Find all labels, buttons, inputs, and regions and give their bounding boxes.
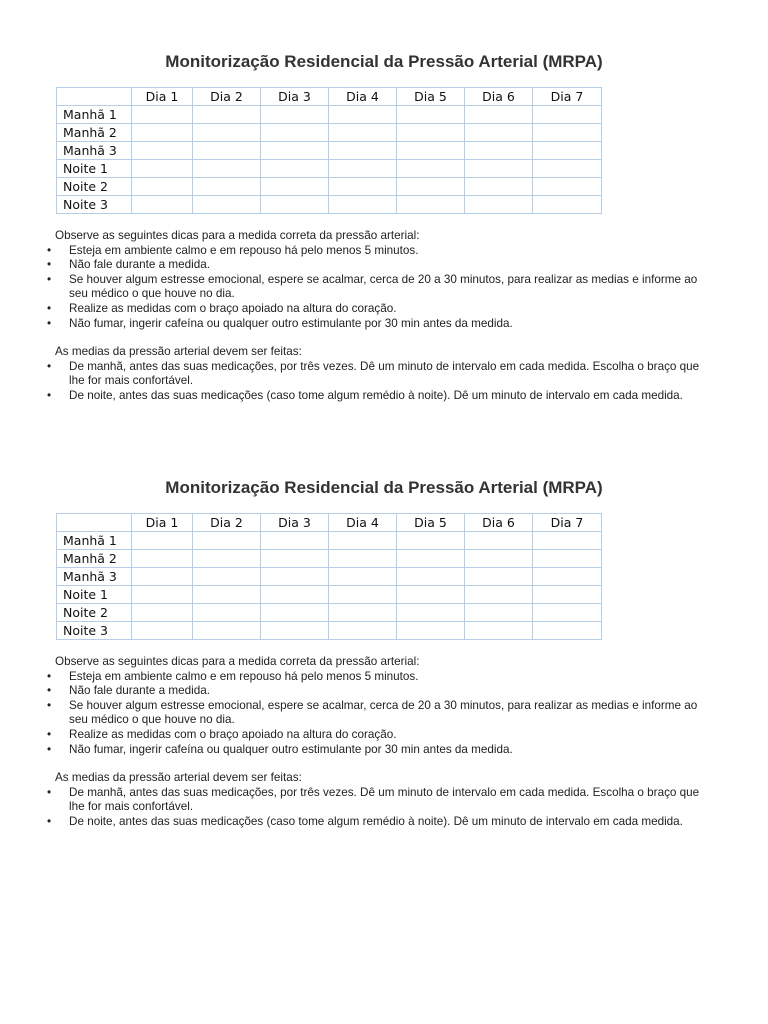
bullet-icon: • (47, 243, 52, 257)
row-label: Noite 1 (57, 586, 132, 604)
measures-list (0, 786, 768, 830)
row-label: Manhã 2 (57, 124, 132, 142)
table-row (57, 196, 602, 214)
entry-cell[interactable] (261, 568, 329, 586)
entry-cell[interactable] (329, 568, 397, 586)
bp-log-table (56, 513, 602, 640)
tips-intro: Observe as seguintes dicas para a medida correta da pressão arterial: (55, 655, 420, 668)
table-row (57, 586, 602, 604)
list-item (0, 699, 768, 728)
list-item (0, 317, 768, 332)
bullet-icon: • (47, 684, 52, 698)
measure-intro: As medias da pressão arterial devem ser feitas: (55, 345, 302, 359)
bullet-icon: • (47, 388, 52, 402)
entry-cell[interactable] (329, 586, 397, 604)
entry-cell[interactable] (261, 532, 329, 550)
table-row (57, 532, 602, 550)
entry-cell[interactable] (533, 586, 602, 604)
entry-cell[interactable] (193, 550, 261, 568)
instructions (0, 655, 768, 830)
corner-cell (57, 514, 132, 532)
column-header-day-4: Dia 4 (329, 88, 397, 106)
tip-text: Realize as medidas com o braço apoiado na altura do coração. (69, 301, 397, 315)
bullet-icon: • (47, 742, 52, 756)
list-item (0, 684, 768, 699)
entry-cell[interactable] (193, 622, 261, 640)
entry-cell[interactable] (132, 604, 193, 622)
measures-list (0, 360, 768, 404)
tip-text: Não fale durante a medida. (69, 258, 210, 272)
measure-intro: As medias da pressão arterial devem ser feitas: (55, 771, 302, 785)
entry-cell[interactable] (533, 160, 602, 178)
bullet-icon: • (47, 316, 52, 330)
table-row (57, 604, 602, 622)
column-header-day-3: Dia 3 (261, 88, 329, 106)
entry-cell[interactable] (329, 622, 397, 640)
table-row (57, 142, 602, 160)
entry-cell[interactable] (533, 622, 602, 640)
list-item (0, 786, 768, 815)
list-item (0, 743, 768, 758)
entry-cell[interactable] (465, 106, 533, 124)
entry-cell[interactable] (329, 160, 397, 178)
row-label: Manhã 2 (57, 550, 132, 568)
entry-cell[interactable] (465, 622, 533, 640)
entry-cell[interactable] (397, 622, 465, 640)
entry-cell[interactable] (533, 142, 602, 160)
entry-cell[interactable] (261, 604, 329, 622)
table-row (57, 550, 602, 568)
list-item (0, 273, 768, 302)
tip-text: Se houver algum estresse emocional, espere se acalmar, cerca de 20 a 30 minutos, para realizar as medias e informe ao seu médico o que houve no dia. (69, 272, 698, 301)
table-header-row (57, 514, 602, 532)
entry-cell[interactable] (397, 142, 465, 160)
entry-cell[interactable] (132, 622, 193, 640)
corner-cell (57, 88, 132, 106)
entry-cell[interactable] (465, 586, 533, 604)
entry-cell[interactable] (533, 124, 602, 142)
column-header-day-4: Dia 4 (329, 514, 397, 532)
entry-cell[interactable] (193, 586, 261, 604)
bullet-icon: • (47, 301, 52, 315)
row-label: Noite 2 (57, 178, 132, 196)
entry-cell[interactable] (261, 160, 329, 178)
list-item (0, 670, 768, 685)
entry-cell[interactable] (329, 604, 397, 622)
entry-cell[interactable] (397, 196, 465, 214)
entry-cell[interactable] (132, 160, 193, 178)
tips-intro: Observe as seguintes dicas para a medida correta da pressão arterial: (55, 229, 420, 242)
entry-cell[interactable] (193, 604, 261, 622)
entry-cell[interactable] (193, 532, 261, 550)
entry-cell[interactable] (261, 106, 329, 124)
entry-cell[interactable] (533, 604, 602, 622)
column-header-day-7: Dia 7 (533, 88, 602, 106)
table-row (57, 160, 602, 178)
entry-cell[interactable] (261, 550, 329, 568)
table-row (57, 124, 602, 142)
measure-text: De noite, antes das suas medicações (caso tome algum remédio à noite). Dê um minuto de intervalo em cada medida. (69, 388, 683, 402)
entry-cell[interactable] (193, 106, 261, 124)
entry-cell[interactable] (132, 586, 193, 604)
entry-cell[interactable] (261, 622, 329, 640)
entry-cell[interactable] (397, 586, 465, 604)
bullet-icon: • (47, 727, 52, 741)
column-header-day-6: Dia 6 (465, 514, 533, 532)
entry-cell[interactable] (397, 160, 465, 178)
column-header-day-7: Dia 7 (533, 514, 602, 532)
section-title: Monitorização Residencial da Pressão Arterial (MRPA) (165, 52, 603, 71)
entry-cell[interactable] (397, 106, 465, 124)
bullet-icon: • (47, 698, 52, 712)
measure-text: De manhã, antes das suas medicações, por três vezes. Dê um minuto de intervalo em cada medida. Escolha o braço que lhe for mais confortável. (69, 359, 700, 388)
entry-cell[interactable] (193, 142, 261, 160)
bp-log-table (56, 87, 602, 214)
entry-cell[interactable] (465, 532, 533, 550)
bullet-icon: • (47, 258, 52, 272)
entry-cell[interactable] (465, 142, 533, 160)
table-row (57, 106, 602, 124)
column-header-day-5: Dia 5 (397, 88, 465, 106)
section-title: Monitorização Residencial da Pressão Arterial (MRPA) (165, 478, 603, 497)
column-header-day-2: Dia 2 (193, 88, 261, 106)
entry-cell[interactable] (397, 532, 465, 550)
entry-cell[interactable] (193, 178, 261, 196)
entry-cell[interactable] (397, 604, 465, 622)
entry-cell[interactable] (329, 142, 397, 160)
entry-cell[interactable] (329, 178, 397, 196)
entry-cell[interactable] (533, 568, 602, 586)
entry-cell[interactable] (465, 178, 533, 196)
list-item (0, 728, 768, 743)
entry-cell[interactable] (193, 196, 261, 214)
entry-cell[interactable] (193, 160, 261, 178)
instructions (0, 229, 768, 404)
entry-cell[interactable] (329, 124, 397, 142)
bullet-icon: • (47, 272, 52, 286)
entry-cell[interactable] (261, 196, 329, 214)
entry-cell[interactable] (397, 550, 465, 568)
entry-cell[interactable] (397, 124, 465, 142)
entry-cell[interactable] (193, 124, 261, 142)
bullet-icon: • (47, 669, 52, 683)
row-label: Manhã 3 (57, 142, 132, 160)
tip-text: Esteja em ambiente calmo e em repouso há pelo menos 5 minutos. (69, 243, 419, 257)
tips-list (0, 244, 768, 332)
column-header-day-6: Dia 6 (465, 88, 533, 106)
entry-cell[interactable] (132, 550, 193, 568)
row-label: Manhã 3 (57, 568, 132, 586)
row-label: Noite 2 (57, 604, 132, 622)
list-item (0, 360, 768, 389)
entry-cell[interactable] (193, 568, 261, 586)
tip-text: Não fumar, ingerir cafeína ou qualquer outro estimulante por 30 min antes da medida. (69, 742, 513, 756)
bullet-icon: • (47, 359, 52, 373)
measure-text: De noite, antes das suas medicações (caso tome algum remédio à noite). Dê um minuto de intervalo em cada medida. (69, 814, 683, 828)
column-header-day-1: Dia 1 (132, 514, 193, 532)
entry-cell[interactable] (261, 124, 329, 142)
row-label: Manhã 1 (57, 532, 132, 550)
entry-cell[interactable] (533, 532, 602, 550)
entry-cell[interactable] (132, 196, 193, 214)
entry-cell[interactable] (465, 604, 533, 622)
entry-cell[interactable] (329, 106, 397, 124)
column-header-day-5: Dia 5 (397, 514, 465, 532)
row-label: Noite 3 (57, 196, 132, 214)
table-row (57, 178, 602, 196)
entry-cell[interactable] (465, 196, 533, 214)
entry-cell[interactable] (261, 178, 329, 196)
entry-cell[interactable] (132, 568, 193, 586)
entry-cell[interactable] (533, 178, 602, 196)
bullet-icon: • (47, 785, 52, 799)
tip-text: Esteja em ambiente calmo e em repouso há pelo menos 5 minutos. (69, 669, 419, 683)
row-label: Noite 1 (57, 160, 132, 178)
entry-cell[interactable] (465, 160, 533, 178)
entry-cell[interactable] (533, 106, 602, 124)
entry-cell[interactable] (533, 550, 602, 568)
column-header-day-3: Dia 3 (261, 514, 329, 532)
column-header-day-2: Dia 2 (193, 514, 261, 532)
column-header-day-1: Dia 1 (132, 88, 193, 106)
tip-text: Se houver algum estresse emocional, espere se acalmar, cerca de 20 a 30 minutos, para realizar as medias e informe ao seu médico o que houve no dia. (69, 698, 698, 727)
list-item (0, 389, 768, 404)
entry-cell[interactable] (261, 586, 329, 604)
tip-text: Não fale durante a medida. (69, 684, 210, 698)
entry-cell[interactable] (132, 106, 193, 124)
table-header-row (57, 88, 602, 106)
tips-list (0, 670, 768, 758)
row-label: Manhã 1 (57, 106, 132, 124)
tip-text: Não fumar, ingerir cafeína ou qualquer outro estimulante por 30 min antes da medida. (69, 316, 513, 330)
entry-cell[interactable] (465, 124, 533, 142)
measure-text: De manhã, antes das suas medicações, por três vezes. Dê um minuto de intervalo em cada medida. Escolha o braço que lhe for mais confortável. (69, 785, 700, 814)
list-item (0, 815, 768, 830)
entry-cell[interactable] (132, 532, 193, 550)
entry-cell[interactable] (397, 178, 465, 196)
entry-cell[interactable] (132, 178, 193, 196)
entry-cell[interactable] (465, 568, 533, 586)
list-item (0, 244, 768, 259)
entry-cell[interactable] (329, 532, 397, 550)
list-item (0, 302, 768, 317)
table-row (57, 568, 602, 586)
entry-cell[interactable] (132, 142, 193, 160)
entry-cell[interactable] (132, 124, 193, 142)
entry-cell[interactable] (329, 550, 397, 568)
list-item (0, 258, 768, 273)
bullet-icon: • (47, 814, 52, 828)
entry-cell[interactable] (261, 142, 329, 160)
table-row (57, 622, 602, 640)
entry-cell[interactable] (465, 550, 533, 568)
entry-cell[interactable] (533, 196, 602, 214)
entry-cell[interactable] (397, 568, 465, 586)
tip-text: Realize as medidas com o braço apoiado na altura do coração. (69, 727, 397, 741)
row-label: Noite 3 (57, 622, 132, 640)
entry-cell[interactable] (329, 196, 397, 214)
